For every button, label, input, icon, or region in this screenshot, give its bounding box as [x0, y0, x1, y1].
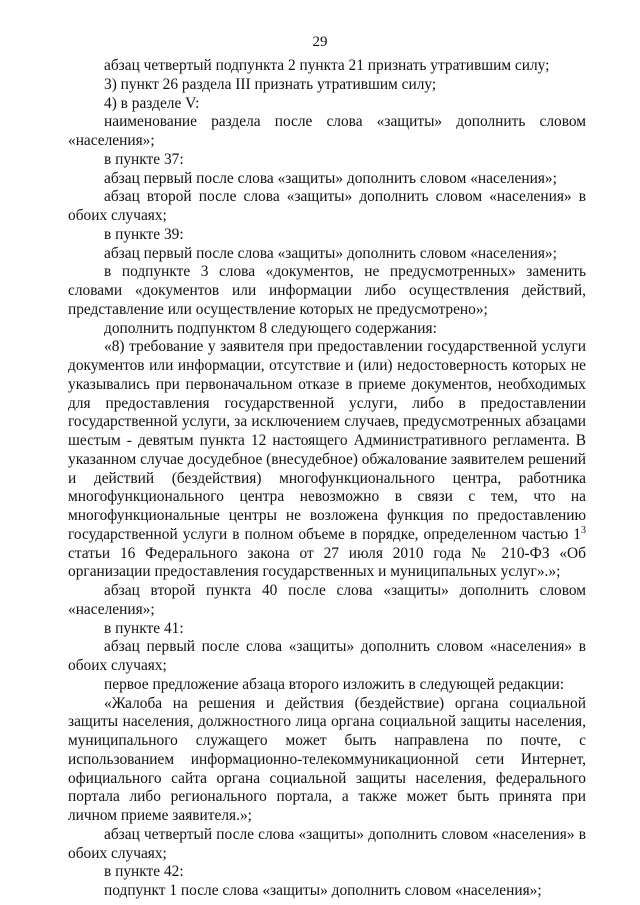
paragraph: наименование раздела после слова «защиты» дополнить словом «населения»;	[68, 113, 586, 149]
paragraph: в пункте 41:	[104, 619, 184, 637]
document-body	[68, 57, 586, 901]
paragraph: 4) в разделе V:	[104, 94, 200, 112]
page-number: 29	[312, 34, 328, 50]
quoted-subitem-text: «8) требование у заявителя при предоставлении государственной услуги документов или информации, отсутствие и (или) недостоверность которых не указывались при первоначальном отказе в приеме документов, необходимых для предоставления государственной услуги, либо в предоставлении государственной услуги, за исключением случаев, предусмотренных абзацами шестым - девятым пункта 12 настоящего Административного регламента. В указанном случае досудебное (внесудебное) обжалование заявителем решений и действий (бездействия) многофункционального центра, работника многофункционального центра невозможно в связи с тем, что на многофункциональные центры не возложена функция по предоставлению государственной услуги в полном объеме в порядке, определенном частью 1	[68, 338, 586, 543]
paragraph: абзац первый после слова «защиты» дополнить словом «населения»;	[104, 244, 557, 262]
paragraph-quoted-subitem	[68, 338, 586, 582]
paragraph: первое предложение абзаца второго изложить в следующей редакции:	[104, 675, 564, 693]
superscript-part-number: 3	[581, 524, 586, 536]
paragraph: в подпункте 3 слова «документов, не предусмотренных» заменить словами «документов или информации либо осуществления действий, представление или осуществление которых не предусмотрено»;	[68, 263, 586, 318]
paragraph: 3) пункт 26 раздела III признать утратившим силу;	[104, 75, 437, 93]
paragraph: абзац четвертый подпункта 2 пункта 21 признать утратившим силу;	[104, 57, 550, 74]
paragraph: абзац второй пункта 40 после слова «защиты» дополнить словом «населения»;	[68, 582, 586, 618]
paragraph: в пункте 42:	[104, 863, 184, 881]
paragraph: абзац четвертый после слова «защиты» дополнить словом «населения» в обоих случаях;	[68, 825, 586, 862]
paragraph: подпункт 1 после слова «защиты» дополнить словом «населения»;	[104, 882, 542, 899]
paragraph: абзац второй после слова «защиты» дополнить словом «населения» в обоих случаях;	[68, 188, 586, 224]
paragraph: в пункте 37:	[104, 150, 184, 168]
paragraph: в пункте 39:	[104, 225, 184, 243]
paragraph: абзац первый после слова «защиты» дополнить словом «населения» в обоих случаях;	[68, 638, 586, 674]
paragraph-quoted-complaint: «Жалоба на решения и действия (бездействие) органа социальной защиты населения, должностного лица органа социальной защиты населения, муниципального служащего может быть направлена по почте, с использованием информационно-телекоммуникационной сети Интернет, официального сайта органа социальной защиты населения, федерального портала либо регионального портала, а также может быть принята при личном приеме заявителя.»;	[68, 694, 586, 824]
paragraph: абзац первый после слова «защиты» дополнить словом «населения»;	[104, 169, 557, 187]
quoted-subitem-text-cont: статьи 16 Федерального закона от 27 июля 2010 года № 210-ФЗ «Об организации предоставления государственных и муниципальных услуг».»;	[68, 544, 586, 581]
paragraph: дополнить подпунктом 8 следующего содержания:	[104, 319, 437, 337]
